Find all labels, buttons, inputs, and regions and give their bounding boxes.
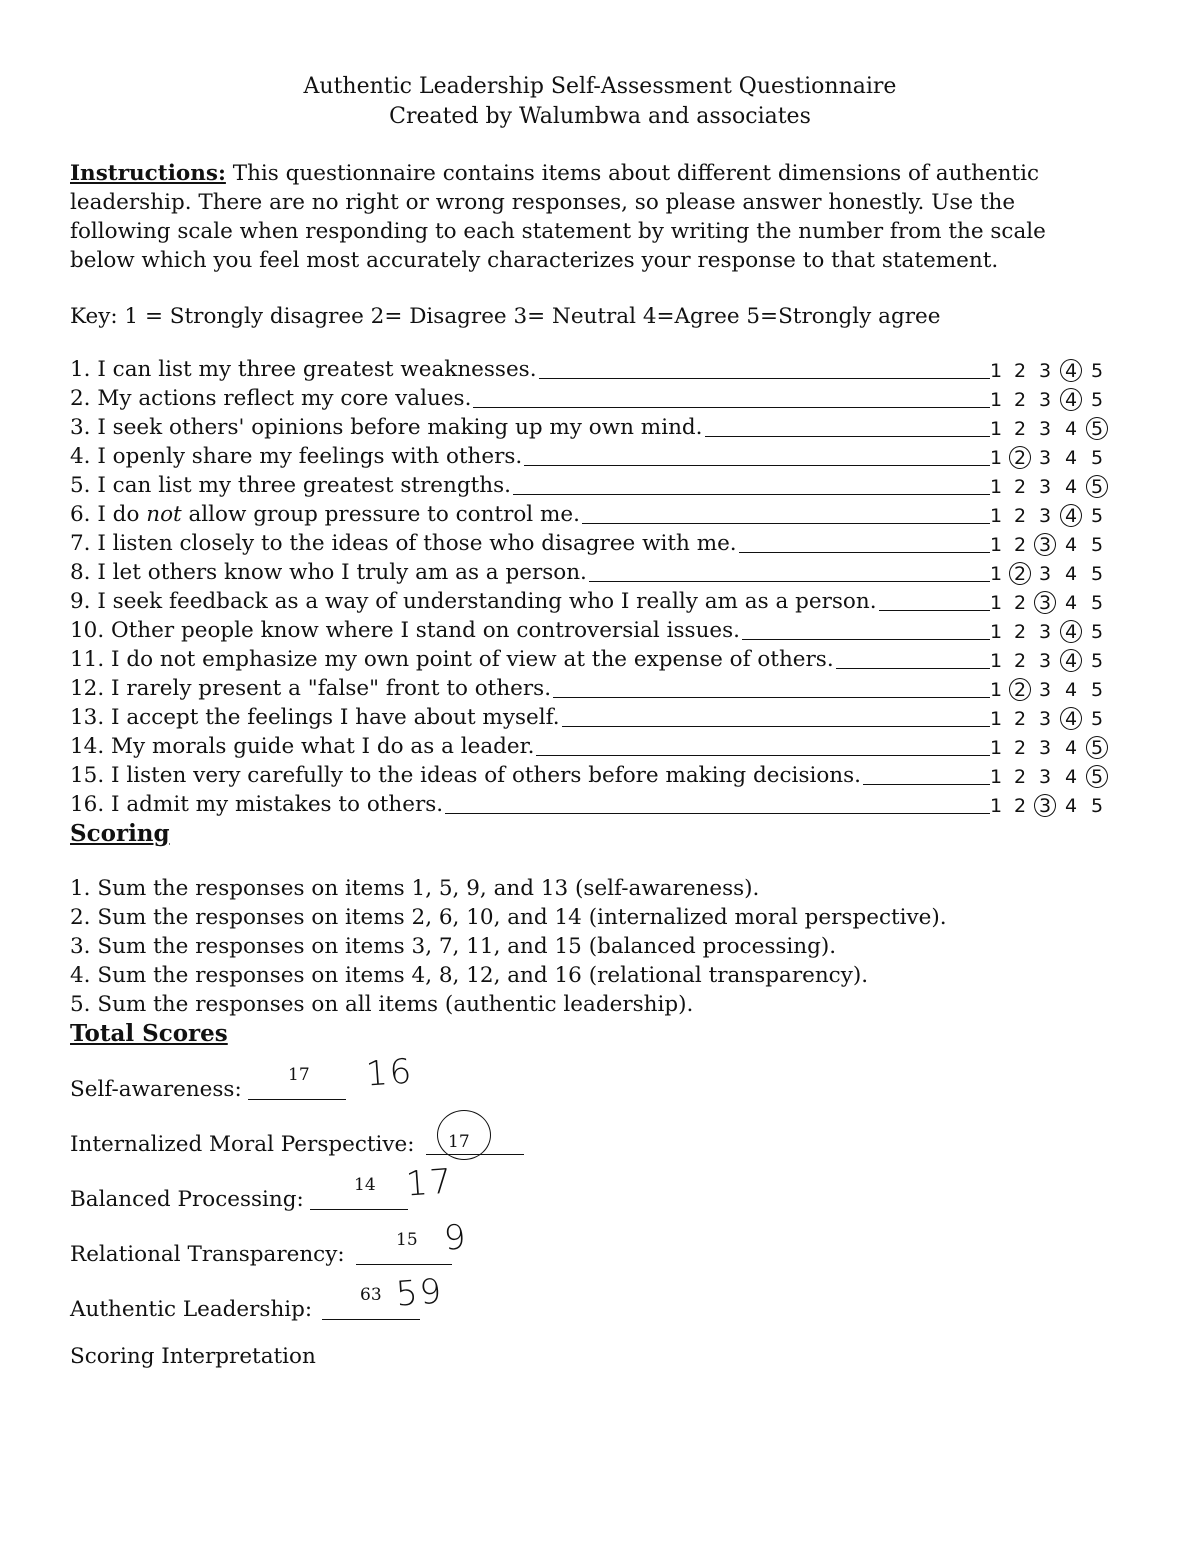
- scoring-step: 5. Sum the responses on all items (authentic leadership).: [70, 992, 694, 1017]
- rating-option[interactable]: 3: [1038, 766, 1052, 788]
- item-statement: 15. I listen very carefully to the ideas of others before making decisions.: [70, 763, 862, 788]
- rating-option[interactable]: 3: [1038, 650, 1052, 672]
- item-statement-emphasis: not: [146, 502, 182, 527]
- item-statement: 13. I accept the feelings I have about myself.: [70, 705, 560, 730]
- scoring-step: 1. Sum the responses on items 1, 5, 9, and 13 (self-awareness).: [70, 876, 760, 901]
- item-statement: 5. I can list my three greatest strengths.: [70, 473, 511, 498]
- item-statement: 11. I do not emphasize my own point of view at the expense of others.: [70, 647, 834, 672]
- rating-option[interactable]: 3: [1038, 505, 1052, 527]
- rating-option[interactable]: 2: [1013, 418, 1027, 440]
- rating-option[interactable]: 5: [1090, 534, 1104, 556]
- rating-option[interactable]: 5: [1090, 592, 1104, 614]
- total-label: Relational Transparency:: [70, 1242, 345, 1267]
- header: [70, 72, 1130, 132]
- rating-option[interactable]: 1: [989, 563, 1003, 585]
- rating-option[interactable]: 3: [1038, 476, 1052, 498]
- rating-option[interactable]: 3: [1038, 389, 1052, 411]
- item-statement: [70, 500, 582, 529]
- questionnaire-item: [70, 645, 1130, 674]
- scale-key: Key: 1 = Strongly disagree 2= Disagree 3= Neutral 4=Agree 5=Strongly agree: [70, 304, 941, 329]
- rating-option[interactable]: 1: [989, 505, 1003, 527]
- item-statement: 2. My actions reflect my core values.: [70, 386, 472, 411]
- rating-option[interactable]: 1: [989, 447, 1003, 469]
- rating-option[interactable]: 5: [1090, 708, 1104, 730]
- rating-option[interactable]: 4: [1064, 563, 1078, 585]
- rating-option[interactable]: 2: [1013, 447, 1027, 469]
- rating-option[interactable]: 2: [1013, 505, 1027, 527]
- rating-option[interactable]: 5: [1090, 679, 1104, 701]
- item-statement-part: allow group pressure to control me.: [181, 502, 580, 527]
- typed-score: 17: [288, 1065, 310, 1085]
- rating-option[interactable]: 3: [1038, 795, 1052, 817]
- item-statement: 16. I admit my mistakes to others.: [70, 792, 444, 817]
- handwritten-score: 17: [404, 1161, 455, 1205]
- rating-option[interactable]: 4: [1064, 737, 1078, 759]
- rating-option[interactable]: 1: [989, 476, 1003, 498]
- typed-score: 14: [354, 1175, 376, 1195]
- rating-option[interactable]: 3: [1038, 563, 1052, 585]
- rating-option[interactable]: 3: [1038, 737, 1052, 759]
- total-scores-heading: Total Scores: [70, 1020, 228, 1047]
- rating-option[interactable]: 2: [1013, 737, 1027, 759]
- item-statement: 9. I seek feedback as a way of understanding who I really am as a person.: [70, 589, 877, 614]
- item-statement: 14. My morals guide what I do as a leader.: [70, 734, 535, 759]
- rating-option[interactable]: 2: [1013, 476, 1027, 498]
- scoring-interpretation: Scoring Interpretation: [70, 1344, 316, 1369]
- questionnaire-item: [70, 442, 1130, 471]
- rating-option[interactable]: 1: [989, 795, 1003, 817]
- rating-option[interactable]: 5: [1090, 389, 1104, 411]
- total-row-self-awareness: [70, 1051, 1130, 1116]
- questionnaire-item: [70, 471, 1130, 500]
- rating-scale: [988, 444, 1118, 473]
- rating-option[interactable]: 2: [1013, 534, 1027, 556]
- rating-scale: [988, 357, 1118, 386]
- rating-option[interactable]: 2: [1013, 592, 1027, 614]
- rating-option[interactable]: 1: [989, 679, 1003, 701]
- rating-option[interactable]: 5: [1090, 737, 1104, 759]
- rating-scale: [988, 386, 1118, 415]
- rating-scale: [988, 676, 1118, 705]
- rating-option[interactable]: 4: [1064, 534, 1078, 556]
- questionnaire-item: [70, 384, 1130, 413]
- rating-option[interactable]: 1: [989, 737, 1003, 759]
- rating-option[interactable]: 4: [1064, 360, 1078, 382]
- item-statement: 4. I openly share my feelings with others.: [70, 444, 523, 469]
- rating-option[interactable]: 5: [1090, 360, 1104, 382]
- rating-option[interactable]: 4: [1064, 650, 1078, 672]
- rating-option[interactable]: 2: [1013, 650, 1027, 672]
- handwritten-score: 16: [364, 1051, 415, 1095]
- rating-option[interactable]: 1: [989, 389, 1003, 411]
- rating-option[interactable]: 5: [1090, 505, 1104, 527]
- questionnaire-item: [70, 732, 1130, 761]
- instructions-label: Instructions:: [70, 161, 226, 186]
- questionnaire-item: [70, 674, 1130, 703]
- rating-option[interactable]: 5: [1090, 795, 1104, 817]
- page-title: Authentic Leadership Self-Assessment Questionnaire: [303, 74, 897, 99]
- questionnaire-item: [70, 616, 1130, 645]
- questionnaire-item: [70, 703, 1130, 732]
- rating-option[interactable]: 4: [1064, 766, 1078, 788]
- item-statement: 1. I can list my three greatest weaknesses.: [70, 357, 537, 382]
- rating-option[interactable]: 5: [1090, 563, 1104, 585]
- scoring-steps: [70, 874, 1130, 1019]
- handwritten-score: 59: [394, 1271, 445, 1315]
- rating-option[interactable]: 4: [1064, 418, 1078, 440]
- questionnaire-item: [70, 790, 1130, 819]
- item-statement: 7. I listen closely to the ideas of those who disagree with me.: [70, 531, 737, 556]
- questionnaire-item: [70, 355, 1130, 384]
- total-label: Self-awareness:: [70, 1077, 242, 1102]
- total-row-authentic-leadership: [70, 1271, 1130, 1336]
- rating-scale: [988, 531, 1118, 560]
- questionnaire-item: [70, 587, 1130, 616]
- rating-option[interactable]: 5: [1090, 447, 1104, 469]
- rating-option[interactable]: 2: [1013, 766, 1027, 788]
- rating-option[interactable]: 3: [1038, 621, 1052, 643]
- scoring-step: 4. Sum the responses on items 4, 8, 12, and 16 (relational transparency).: [70, 963, 869, 988]
- rating-scale: [988, 763, 1118, 792]
- page-subtitle: Created by Walumbwa and associates: [389, 104, 811, 129]
- rating-scale: [988, 618, 1118, 647]
- rating-option[interactable]: 4: [1064, 679, 1078, 701]
- rating-option[interactable]: 1: [989, 592, 1003, 614]
- rating-option[interactable]: 4: [1064, 389, 1078, 411]
- rating-option[interactable]: 4: [1064, 505, 1078, 527]
- rating-option[interactable]: 4: [1064, 708, 1078, 730]
- rating-option[interactable]: 1: [989, 534, 1003, 556]
- rating-scale: [988, 560, 1118, 589]
- questionnaire-item: [70, 558, 1130, 587]
- questionnaire-page: [70, 70, 1130, 1371]
- rating-option[interactable]: 5: [1090, 650, 1104, 672]
- questionnaire-item: [70, 413, 1130, 442]
- item-statement: 10. Other people know where I stand on controversial issues.: [70, 618, 741, 643]
- rating-scale: [988, 473, 1118, 502]
- rating-option[interactable]: 5: [1090, 418, 1104, 440]
- item-statement: 3. I seek others' opinions before making up my own mind.: [70, 415, 703, 440]
- item-statement: 8. I let others know who I truly am as a person.: [70, 560, 587, 585]
- item-statement: 12. I rarely present a "false" front to others.: [70, 676, 552, 701]
- rating-option[interactable]: 4: [1064, 621, 1078, 643]
- rating-option[interactable]: 3: [1038, 679, 1052, 701]
- rating-option[interactable]: 2: [1013, 708, 1027, 730]
- typed-score: 63: [360, 1285, 382, 1305]
- rating-scale: [988, 415, 1118, 444]
- rating-option[interactable]: 3: [1038, 447, 1052, 469]
- rating-option[interactable]: 5: [1090, 621, 1104, 643]
- total-row-balanced-processing: [70, 1161, 1130, 1226]
- instructions-text: This questionnaire contains items about different dimensions of authentic leadership. There are no right or wrong responses, so please answer honestly. Use the following scale when responding to each statement by writing the number from the scale below which you feel most accurately characterizes your response to that statement.: [70, 161, 1046, 273]
- rating-scale: [988, 647, 1118, 676]
- rating-option[interactable]: 1: [989, 621, 1003, 643]
- rating-option[interactable]: 4: [1064, 795, 1078, 817]
- total-label: Authentic Leadership:: [70, 1297, 313, 1322]
- rating-scale: [988, 734, 1118, 763]
- rating-option[interactable]: 2: [1013, 795, 1027, 817]
- rating-option[interactable]: 3: [1038, 708, 1052, 730]
- questionnaire-items: [70, 355, 1130, 819]
- rating-option[interactable]: 2: [1013, 679, 1027, 701]
- rating-option[interactable]: 2: [1013, 389, 1027, 411]
- rating-option[interactable]: 1: [989, 418, 1003, 440]
- handwritten-score: 9: [442, 1217, 469, 1259]
- rating-option[interactable]: 3: [1038, 592, 1052, 614]
- total-label: Balanced Processing:: [70, 1187, 304, 1212]
- rating-option[interactable]: 2: [1013, 563, 1027, 585]
- rating-option[interactable]: 4: [1064, 592, 1078, 614]
- rating-scale: [988, 792, 1118, 821]
- rating-option[interactable]: 1: [989, 360, 1003, 382]
- total-row-relational-transparency: [70, 1217, 1130, 1281]
- rating-option[interactable]: 1: [989, 766, 1003, 788]
- total-row-internalized-moral-perspective: [70, 1116, 1130, 1171]
- total-label: Internalized Moral Perspective:: [70, 1132, 415, 1157]
- typed-score: 17: [448, 1132, 470, 1152]
- rating-option[interactable]: 4: [1064, 447, 1078, 469]
- rating-option[interactable]: 3: [1038, 418, 1052, 440]
- rating-option[interactable]: 1: [989, 708, 1003, 730]
- rating-option[interactable]: 1: [989, 650, 1003, 672]
- questionnaire-item: [70, 500, 1130, 529]
- rating-scale: [988, 589, 1118, 618]
- total-scores: [70, 1051, 1130, 1336]
- rating-option[interactable]: 5: [1090, 476, 1104, 498]
- rating-option[interactable]: 2: [1013, 621, 1027, 643]
- typed-score: 15: [396, 1230, 418, 1250]
- scoring-step: 2. Sum the responses on items 2, 6, 10, and 14 (internalized moral perspective).: [70, 905, 947, 930]
- questionnaire-item: [70, 761, 1130, 790]
- rating-option[interactable]: 5: [1090, 766, 1104, 788]
- questionnaire-item: [70, 529, 1130, 558]
- rating-option[interactable]: 3: [1038, 360, 1052, 382]
- rating-option[interactable]: 2: [1013, 360, 1027, 382]
- scoring-heading: Scoring: [70, 820, 170, 847]
- rating-scale: [988, 502, 1118, 531]
- rating-option[interactable]: 3: [1038, 534, 1052, 556]
- rating-scale: [988, 705, 1118, 734]
- instructions-paragraph: [70, 159, 1085, 275]
- scoring-step: 3. Sum the responses on items 3, 7, 11, and 15 (balanced processing).: [70, 934, 837, 959]
- rating-option[interactable]: 4: [1064, 476, 1078, 498]
- item-statement-part: 6. I do: [70, 502, 147, 527]
